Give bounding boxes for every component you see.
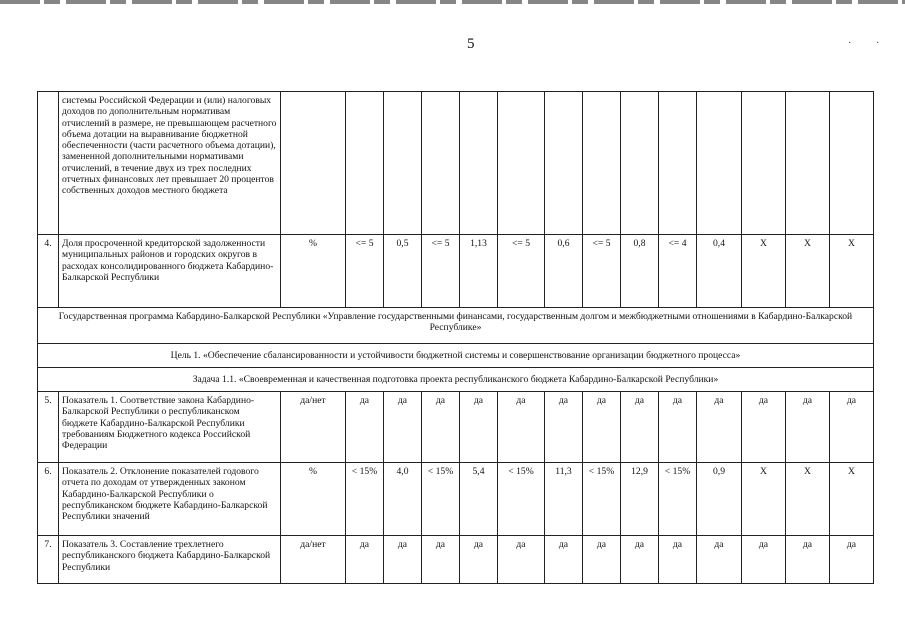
value-cell: да: [498, 392, 545, 463]
unit-cell: да/нет: [281, 392, 346, 463]
value-cell: [460, 92, 498, 235]
value-cell: да: [830, 392, 874, 463]
value-cell: 0,6: [545, 235, 583, 308]
section-row: [38, 344, 874, 368]
table-row: [38, 536, 874, 584]
value-cell: [786, 92, 830, 235]
table-row: [38, 235, 874, 308]
value-cell: [742, 92, 786, 235]
value-cell: да: [621, 392, 659, 463]
indicator-name: Показатель 2. Отклонение показателей годового отчета по доходам от утвержденных законом Кабардино-Балкарской Республики о республиканском бюджете Кабардино-Балкарской Республики значений: [59, 463, 281, 536]
table-row: [38, 92, 874, 235]
value-cell: 0,9: [697, 463, 742, 536]
scan-speck: ·: [876, 38, 880, 49]
value-cell: < 15%: [583, 463, 621, 536]
indicator-name: системы Российской Федерации и (или) налоговых доходов по дополнительным нормативам отчислений в размере, не превышающем расчетного объема дотации на выравнивание бюджетной обеспеченности (части расчетного объема дотации), замененной дополнительными нормативами отчислений, в течение двух из трех последних отчетных финансовых лет превышает 20 процентов собственных доходов местного бюджета: [59, 92, 281, 235]
value-cell: < 15%: [659, 463, 697, 536]
row-number: [38, 92, 59, 235]
value-cell: [621, 92, 659, 235]
value-cell: <= 5: [583, 235, 621, 308]
value-cell: да: [742, 536, 786, 584]
unit-cell: %: [281, 463, 346, 536]
indicators-table: [37, 91, 874, 584]
goal-header: Цель 1. «Обеспечение сбалансированности и устойчивости бюджетной системы и совершенствование организации бюджетного процесса»: [38, 344, 874, 368]
value-cell: да: [460, 392, 498, 463]
value-cell: да: [786, 536, 830, 584]
value-cell: X: [786, 463, 830, 536]
value-cell: 12,9: [621, 463, 659, 536]
value-cell: 0,8: [621, 235, 659, 308]
value-cell: да: [346, 392, 384, 463]
row-number: 6.: [38, 463, 59, 536]
value-cell: да: [697, 536, 742, 584]
value-cell: да: [583, 392, 621, 463]
value-cell: <= 5: [422, 235, 460, 308]
task-header: Задача 1.1. «Своевременная и качественная подготовка проекта республиканского бюджета Кабардино-Балкарской Республики»: [38, 368, 874, 392]
value-cell: <= 4: [659, 235, 697, 308]
value-cell: да: [422, 392, 460, 463]
value-cell: 1,13: [460, 235, 498, 308]
value-cell: [697, 92, 742, 235]
unit-cell: %: [281, 235, 346, 308]
table-row: [38, 392, 874, 463]
value-cell: да: [621, 536, 659, 584]
value-cell: да: [545, 392, 583, 463]
value-cell: [583, 92, 621, 235]
value-cell: X: [830, 235, 874, 308]
section-row: [38, 368, 874, 392]
value-cell: да: [786, 392, 830, 463]
value-cell: да: [384, 392, 422, 463]
value-cell: X: [742, 463, 786, 536]
value-cell: [830, 92, 874, 235]
indicator-name: Показатель 1. Соответствие закона Кабардино-Балкарской Республики о республиканском бюджете Кабардино-Балкарской Республики требованиям Бюджетного кодекса Российской Федерации: [59, 392, 281, 463]
program-header: Государственная программа Кабардино-Балкарской Республики «Управление государственными финансами, государственным долгом и межбюджетными отношениями в Кабардино-Балкарской Республике»: [38, 308, 874, 344]
value-cell: X: [742, 235, 786, 308]
scan-top-edge: [0, 0, 905, 4]
value-cell: да: [659, 392, 697, 463]
value-cell: [545, 92, 583, 235]
value-cell: [659, 92, 697, 235]
value-cell: < 15%: [498, 463, 545, 536]
row-number: 4.: [38, 235, 59, 308]
value-cell: да: [460, 536, 498, 584]
page-number: 5: [467, 36, 475, 52]
value-cell: да: [422, 536, 460, 584]
unit-cell: [281, 92, 346, 235]
value-cell: [498, 92, 545, 235]
value-cell: да: [659, 536, 697, 584]
value-cell: < 15%: [346, 463, 384, 536]
value-cell: 11,3: [545, 463, 583, 536]
row-number: 7.: [38, 536, 59, 584]
value-cell: [422, 92, 460, 235]
scan-speck: ·: [848, 38, 852, 49]
value-cell: да: [346, 536, 384, 584]
value-cell: да: [384, 536, 422, 584]
table-row: [38, 463, 874, 536]
value-cell: 4,0: [384, 463, 422, 536]
value-cell: 0,4: [697, 235, 742, 308]
row-number: 5.: [38, 392, 59, 463]
value-cell: да: [830, 536, 874, 584]
value-cell: да: [498, 536, 545, 584]
indicator-name: Показатель 3. Составление трехлетнего республиканского бюджета Кабардино-Балкарской Республики: [59, 536, 281, 584]
unit-cell: да/нет: [281, 536, 346, 584]
indicator-name: Доля просроченной кредиторской задолженности муниципальных районов и городских округов в расходах консолидированного бюджета Кабардино-Балкарской Республики: [59, 235, 281, 308]
value-cell: X: [786, 235, 830, 308]
value-cell: [384, 92, 422, 235]
value-cell: 5,4: [460, 463, 498, 536]
value-cell: да: [545, 536, 583, 584]
value-cell: X: [830, 463, 874, 536]
value-cell: [346, 92, 384, 235]
value-cell: да: [697, 392, 742, 463]
value-cell: да: [742, 392, 786, 463]
value-cell: <= 5: [498, 235, 545, 308]
value-cell: 0,5: [384, 235, 422, 308]
section-row: [38, 308, 874, 344]
value-cell: да: [583, 536, 621, 584]
value-cell: < 15%: [422, 463, 460, 536]
value-cell: <= 5: [346, 235, 384, 308]
